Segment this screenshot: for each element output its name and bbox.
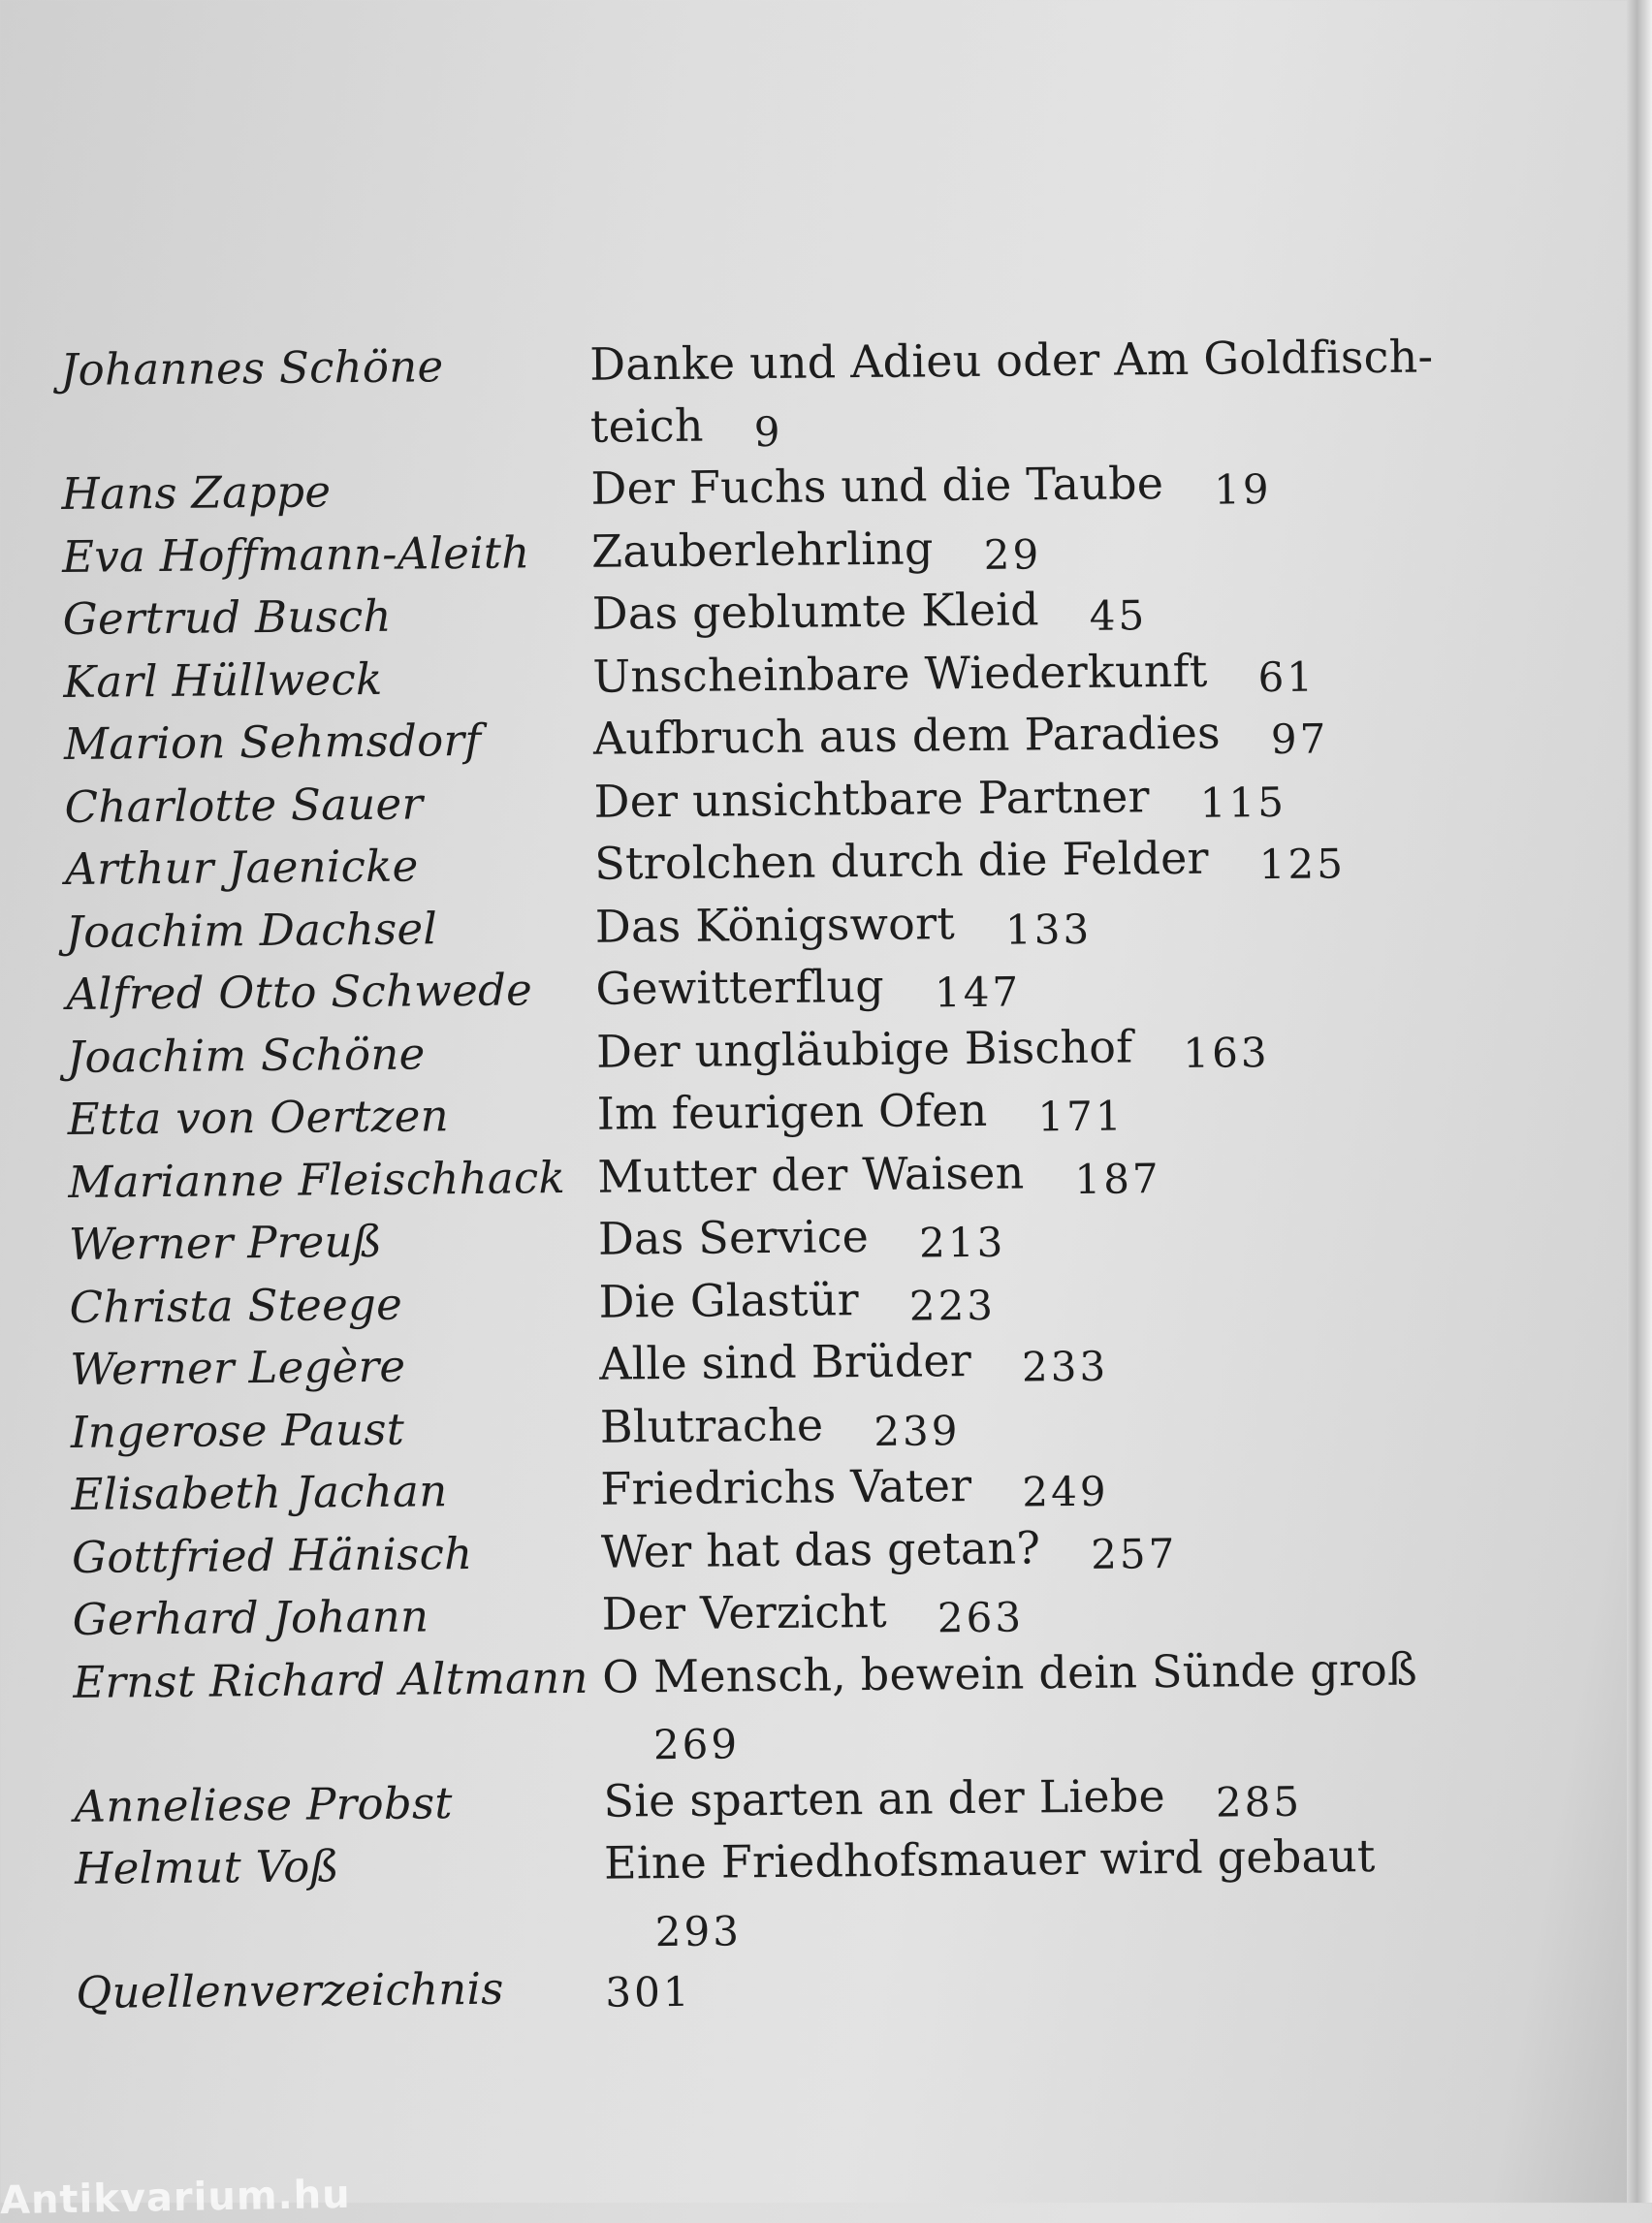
toc-entry (600, 1450, 1468, 1521)
toc-title: Strolchen durch die Felder (593, 831, 1209, 890)
toc-entry (594, 825, 1462, 896)
toc-entry (596, 1013, 1464, 1084)
toc-title: Der Verzicht (601, 1584, 888, 1640)
toc-title: Der ungläubige Bischof (595, 1019, 1133, 1078)
toc-page-number: 171 (1037, 1092, 1125, 1141)
toc-page-number: 249 (1022, 1467, 1109, 1516)
toc-author: Charlotte Sauer (64, 777, 424, 833)
toc-page-number: 187 (1074, 1154, 1161, 1203)
toc-entry (601, 1575, 1469, 1646)
toc-title: Alle sind Brüder (598, 1334, 972, 1390)
page-edge (1627, 0, 1652, 2203)
toc-entry (604, 1825, 1472, 1957)
toc-page-number: 293 (654, 1906, 743, 1955)
toc-page-number: 223 (908, 1281, 997, 1330)
toc-entry (591, 575, 1459, 646)
toc-author: Eva Hoffmann-Aleith (61, 525, 530, 583)
toc-row (74, 1763, 1471, 1838)
toc-entry (595, 888, 1463, 959)
toc-author: Gertrud Busch (62, 589, 393, 645)
toc-entry (590, 450, 1458, 521)
toc-page-number: 115 (1199, 778, 1287, 827)
toc-entry (596, 1075, 1464, 1146)
toc-page-number: 19 (1213, 465, 1272, 514)
toc-entry (593, 700, 1461, 771)
toc-entry (597, 1138, 1465, 1209)
toc-page-number: 301 (605, 1967, 692, 2017)
toc-author: Ernst Richard Altmann (73, 1651, 588, 1708)
toc-author: Werner Legère (69, 1340, 406, 1395)
toc-page-number: 97 (1270, 715, 1329, 764)
toc-page-number: 285 (1215, 1777, 1303, 1826)
toc-page-number: 233 (1021, 1342, 1109, 1391)
toc-page-number: 61 (1257, 652, 1317, 701)
watermark: Antikvarium.hu (0, 2172, 352, 2223)
toc-page-number: 147 (934, 968, 1022, 1017)
toc-title: O Mensch, bewein dein Sünde groß (602, 1642, 1418, 1703)
toc-title: Sie sparten an der Liebe (603, 1768, 1166, 1827)
toc-title: Das geblumte Kleid (591, 583, 1039, 640)
toc-row (64, 763, 1461, 839)
toc-page-number: 133 (1004, 905, 1093, 954)
toc-page-number: 45 (1089, 591, 1148, 640)
toc-page-number: 125 (1258, 840, 1347, 889)
toc-title: Das Königswort (594, 896, 956, 953)
toc-entry (589, 326, 1457, 459)
toc-author: Anneliese Probst (74, 1776, 453, 1832)
toc-title: Wer hat das getan? (600, 1520, 1041, 1578)
toc-row (67, 1013, 1464, 1089)
toc-author: Werner Preuß (68, 1215, 383, 1270)
toc-author: Joachim Schöne (66, 1027, 426, 1083)
toc-author: Arthur Jaenicke (64, 840, 419, 895)
toc-title: Blutrache (599, 1397, 824, 1453)
toc-author: Marion Sehmsdorf (63, 714, 482, 770)
toc-author: Karl Hüllweck (63, 652, 383, 708)
toc-author: Alfred Otto Schwede (66, 964, 533, 1020)
toc-page-number: 9 (753, 407, 783, 456)
toc-title: Zauberlehrling (590, 521, 934, 578)
toc-entry (592, 638, 1460, 709)
toc-entry (599, 1325, 1467, 1396)
toc-page-number: 269 (652, 1720, 741, 1769)
toc-row (73, 1638, 1470, 1776)
toc-author: Marianne Fleischhack (68, 1151, 566, 1208)
toc-author: Hans Zappe (61, 465, 332, 520)
toc-page-number: 257 (1090, 1529, 1178, 1578)
toc-entry (602, 1638, 1470, 1771)
toc-title: Gewitterflug (595, 959, 885, 1015)
toc-title: Danke und Adieu oder Am Goldfisch-teich (589, 330, 1434, 453)
toc-entry (601, 1513, 1469, 1584)
toc-author: Gottfried Hänisch (71, 1527, 473, 1583)
toc-author: Elisabeth Jachan (71, 1465, 448, 1520)
toc-entry (599, 1388, 1467, 1459)
table-of-contents (60, 326, 1473, 2024)
toc-page-number: 263 (937, 1593, 1025, 1642)
toc-entry (595, 950, 1463, 1021)
toc-author: Christa Steege (69, 1278, 403, 1333)
toc-author: Johannes Schöne (60, 340, 444, 396)
toc-entry (598, 1263, 1466, 1334)
toc-page-number: 213 (918, 1218, 1006, 1267)
toc-entry (598, 1200, 1466, 1271)
toc-title: Die Glastür (598, 1272, 860, 1328)
toc-title: Mutter der Waisen (597, 1145, 1025, 1203)
toc-title: Im feurigen Ofen (596, 1083, 988, 1140)
toc-author: Gerhard Johann (72, 1590, 429, 1645)
toc-row (75, 1825, 1472, 1962)
toc-title: Der Fuchs und die Taube (590, 457, 1164, 515)
toc-author: Quellenverzeichnis (76, 1962, 504, 2018)
toc-author: Helmut Voß (74, 1840, 340, 1894)
toc-title: Eine Friedhofsmauer wird gebaut (603, 1829, 1376, 1890)
toc-author: Etta von Oertzen (67, 1090, 450, 1145)
toc-author: Joachim Dachsel (65, 902, 438, 958)
toc-row (76, 1949, 1473, 2024)
toc-entry (593, 763, 1461, 834)
toc-author: Ingerose Paust (70, 1403, 405, 1458)
toc-row (60, 326, 1457, 463)
toc-page-number: 239 (874, 1406, 961, 1455)
toc-page-number: 163 (1183, 1028, 1270, 1077)
toc-title: Der unsichtbare Partner (593, 769, 1150, 828)
toc-title: Friedrichs Vater (600, 1459, 972, 1515)
toc-page-number: 29 (983, 529, 1042, 579)
toc-title: Aufbruch aus dem Paradies (592, 706, 1222, 765)
toc-title: Unscheinbare Wiederkunft (592, 644, 1208, 703)
toc-title: Das Service (597, 1210, 870, 1265)
toc-entry (591, 513, 1459, 584)
